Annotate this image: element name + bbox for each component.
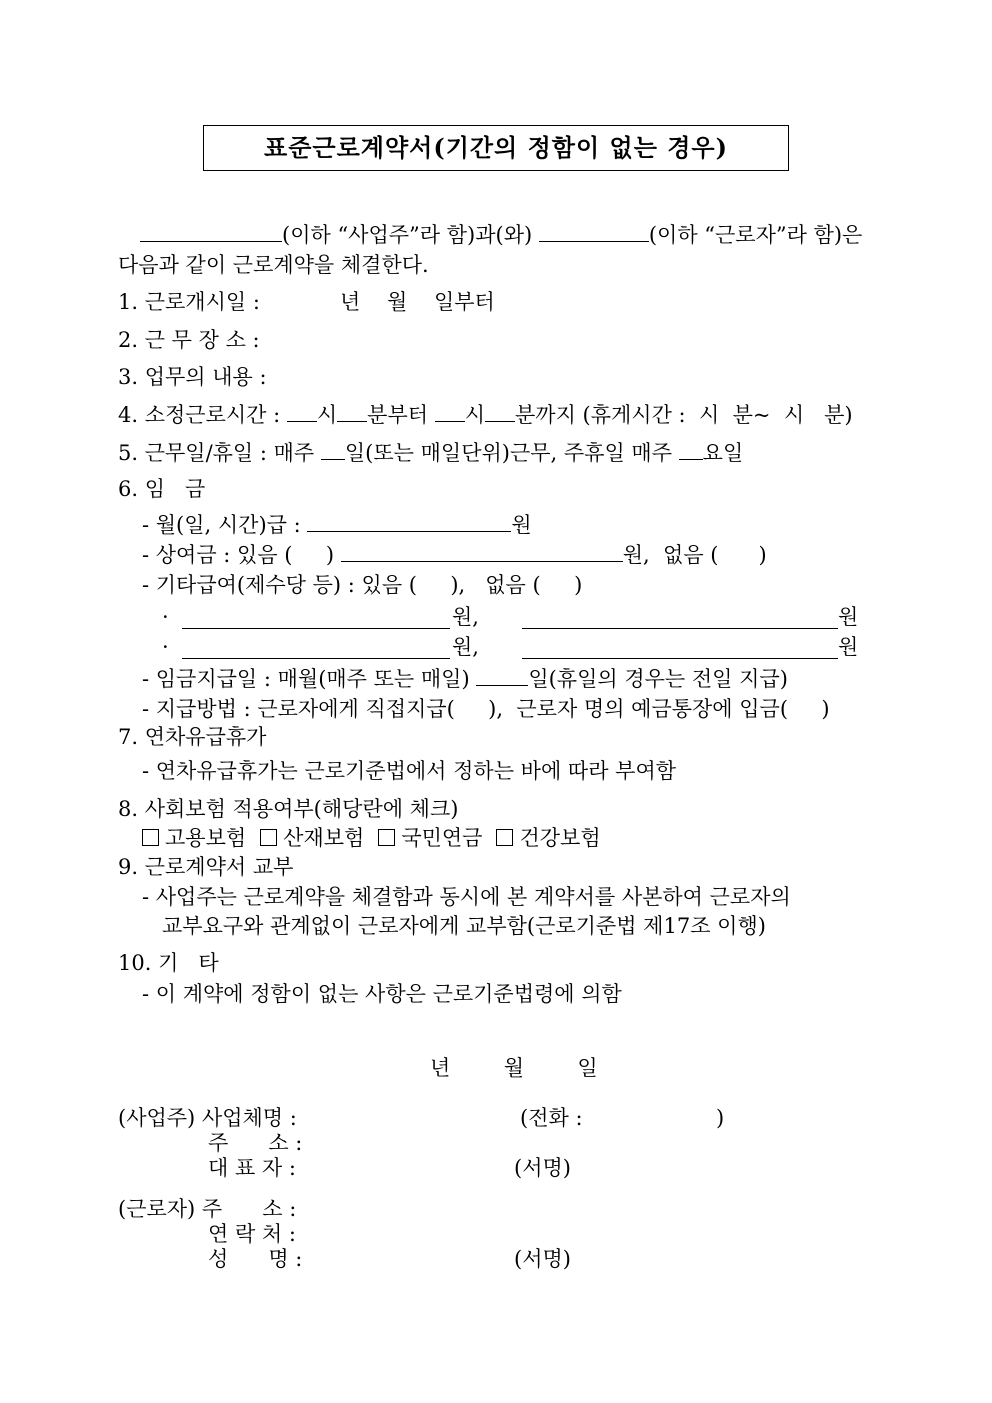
item-7-annual-leave: 7. 연차유급휴가 bbox=[118, 725, 267, 749]
item-1-label: 1. 근로개시일 : bbox=[118, 290, 260, 314]
monthly-wage-label: - 월(일, 시간)급 : bbox=[142, 513, 308, 537]
employment-insurance-checkbox[interactable] bbox=[142, 826, 246, 850]
item-6-wage: 6. 임 금 bbox=[118, 477, 206, 501]
item-5-end: 요일 bbox=[702, 441, 744, 465]
monthly-wage-blank[interactable] bbox=[307, 509, 511, 532]
payday-blank[interactable] bbox=[476, 663, 528, 686]
item-5-mid: 일(또는 매일단위)근무, 주휴일 매주 bbox=[344, 441, 679, 465]
item-5-label: 5. 근무일/휴일 : 매주 bbox=[118, 441, 321, 465]
item-4-label: 4. 소정근로시간 : bbox=[118, 403, 287, 427]
worker-name-label: 성 명 : bbox=[208, 1247, 303, 1271]
holiday-blank[interactable] bbox=[679, 437, 703, 460]
end-minute-blank[interactable] bbox=[485, 399, 515, 422]
other-pay-won-3: 원, bbox=[452, 635, 479, 659]
other-pay-blank-1[interactable] bbox=[182, 600, 450, 629]
won-unit: 원 bbox=[511, 513, 532, 537]
other-pay-line: - 기타급여(제수당 등) : 있음 ( ), 없음 ( ) bbox=[142, 573, 583, 597]
checkbox-label: 건강보험 bbox=[519, 826, 601, 850]
intro-line-1 bbox=[140, 219, 862, 250]
payday-label: - 임금지급일 : 매월(매주 또는 매일) bbox=[142, 667, 477, 691]
payday-end: 일(휴일의 경우는 전일 지급) bbox=[528, 667, 788, 691]
checkbox-label: 고용보험 bbox=[165, 826, 247, 850]
item-7-desc: - 연차유급휴가는 근로기준법에서 정하는 바에 따라 부여함 bbox=[142, 759, 677, 783]
intro-part-1: (이하 “사업주”라 함)과(와) bbox=[282, 223, 539, 247]
checkbox-icon[interactable] bbox=[378, 829, 395, 846]
contract-date-line: 년 월 일 bbox=[430, 1056, 598, 1080]
checkbox-icon[interactable] bbox=[142, 829, 159, 846]
worker-contact-label: 연 락 처 : bbox=[208, 1222, 296, 1246]
item-9-desc-1: - 사업주는 근로계약을 체결함과 동시에 본 계약서를 사본하여 근로자의 bbox=[142, 885, 791, 909]
industrial-accident-insurance-checkbox[interactable] bbox=[260, 826, 364, 850]
item-3-duties: 3. 업무의 내용 : bbox=[118, 365, 267, 389]
national-pension-checkbox[interactable] bbox=[378, 826, 482, 850]
worker-signature: (서명) bbox=[514, 1247, 571, 1271]
checkbox-label: 산재보험 bbox=[283, 826, 365, 850]
bonus-blank[interactable] bbox=[341, 539, 623, 562]
employer-company-label: (사업주) 사업체명 : bbox=[118, 1106, 297, 1130]
item-8-insurance: 8. 사회보험 적용여부(해당란에 체크) bbox=[118, 797, 459, 821]
employer-signature: (서명) bbox=[514, 1156, 571, 1180]
intro-line-2: 다음과 같이 근로계약을 체결한다. bbox=[118, 253, 429, 277]
other-pay-blank-4[interactable] bbox=[522, 630, 838, 659]
title-box bbox=[203, 125, 789, 171]
start-hour-blank[interactable] bbox=[287, 399, 317, 422]
bonus-end: 원, 없음 ( ) bbox=[622, 543, 767, 567]
bonus-line bbox=[142, 539, 767, 570]
item-9-desc-2: 교부요구와 관계없이 근로자에게 교부함(근로기준법 제17조 이행) bbox=[162, 914, 766, 938]
employer-phone-label: (전화 : ) bbox=[520, 1106, 725, 1130]
checkbox-label: 국민연금 bbox=[401, 826, 483, 850]
employer-address-label: 주 소 : bbox=[208, 1131, 303, 1155]
item-10-desc: - 이 계약에 정함이 없는 사항은 근로기준법령에 의함 bbox=[142, 982, 622, 1006]
payment-method-line: - 지급방법 : 근로자에게 직접지급( ), 근로자 명의 예금통장에 입금( ) bbox=[142, 697, 830, 721]
checkbox-icon[interactable] bbox=[260, 829, 277, 846]
insurance-checkboxes bbox=[142, 823, 615, 853]
workdays-blank[interactable] bbox=[321, 437, 345, 460]
bonus-label: - 상여금 : 있음 ( ) bbox=[142, 543, 341, 567]
item-5-workdays bbox=[118, 437, 743, 468]
minute-to-label: 분까지 (휴게시간 : 시 분~ 시 분) bbox=[515, 403, 853, 427]
payday-line bbox=[142, 663, 788, 694]
item-2-workplace: 2. 근 무 장 소 : bbox=[118, 328, 260, 352]
health-insurance-checkbox[interactable] bbox=[496, 826, 600, 850]
item-9-delivery: 9. 근로계약서 교부 bbox=[118, 855, 294, 879]
item-10-other: 10. 기 타 bbox=[118, 951, 219, 975]
checkbox-icon[interactable] bbox=[496, 829, 513, 846]
employer-rep-label: 대 표 자 : bbox=[208, 1156, 296, 1180]
worker-name-blank[interactable] bbox=[539, 219, 649, 242]
other-pay-won-1: 원, bbox=[452, 605, 479, 629]
hour-label: 시 bbox=[316, 403, 338, 427]
monthly-wage-line bbox=[142, 509, 532, 540]
employer-name-blank[interactable] bbox=[140, 219, 282, 242]
other-pay-bullet-2: · bbox=[162, 635, 169, 659]
other-pay-blank-2[interactable] bbox=[522, 600, 838, 629]
worker-address-label: (근로자) 주 소 : bbox=[118, 1197, 297, 1221]
end-hour-blank[interactable] bbox=[435, 399, 465, 422]
other-pay-blank-3[interactable] bbox=[182, 630, 450, 659]
start-minute-blank[interactable] bbox=[337, 399, 367, 422]
minute-from-label: 분부터 bbox=[367, 403, 435, 427]
intro-part-2: (이하 “근로자”라 함)은 bbox=[648, 223, 863, 247]
item-4-working-hours bbox=[118, 399, 853, 430]
document-title: 표준근로계약서(기간의 정함이 없는 경우) bbox=[264, 133, 728, 162]
item-1-date: 년 월 일부터 bbox=[340, 290, 495, 314]
other-pay-bullet-1: · bbox=[162, 605, 169, 629]
other-pay-won-2: 원 bbox=[838, 605, 859, 629]
hour-label-2: 시 bbox=[464, 403, 485, 427]
other-pay-won-4: 원 bbox=[838, 635, 859, 659]
